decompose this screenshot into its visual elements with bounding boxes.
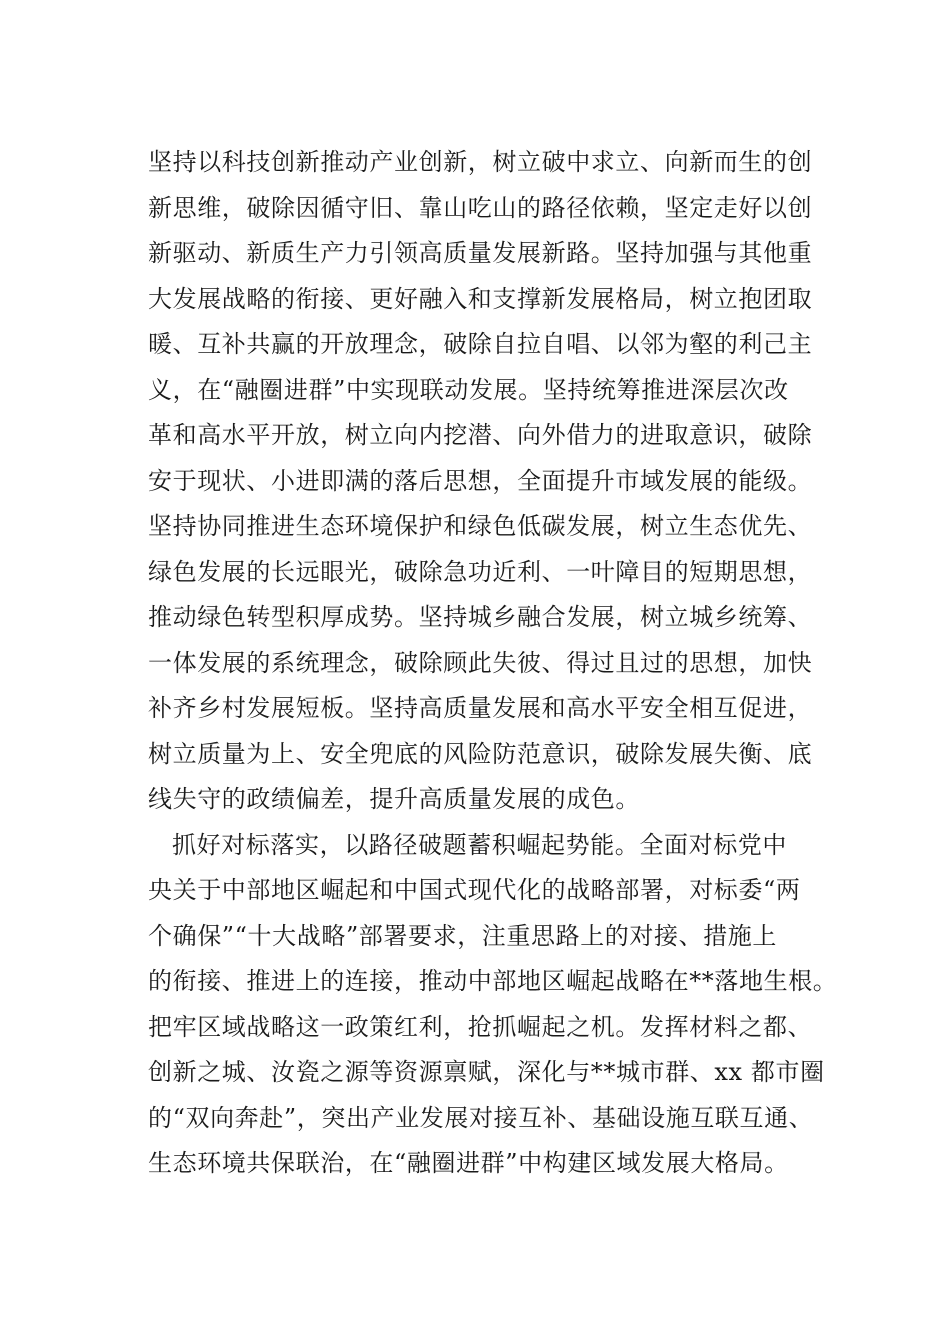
text-line: 个确保”“十大战略”部署要求，注重思路上的对接、措施上: [148, 921, 778, 950]
text-line: 革和高水平开放，树立向内挖潜、向外借力的进取意识，破除: [148, 421, 813, 449]
text-line: 推动绿色转型积厚成势。坚持城乡融合发展，树立城乡统筹、: [148, 603, 813, 631]
paragraph-first-line: 抓好对标落实，以路径破题蓄积崛起势能。全面对标党中: [172, 830, 787, 859]
text-line: 生态环境共保联治，在“融圈进群”中构建区域发展大格局。: [148, 1149, 789, 1177]
text-line: 树立质量为上、安全兜底的风险防范意识，破除发展失衡、底: [148, 739, 813, 768]
text-line: 把牢区域战略这一政策红利，抢抓崛起之机。发挥材料之都、: [148, 1012, 813, 1041]
text-line: 义，在“融圈进群”中实现联动发展。坚持统筹推进深层次改: [148, 375, 789, 404]
body-text: [148, 140, 838, 1187]
text-line: 安于现状、小进即满的落后思想，全面提升市域发展的能级。: [148, 466, 813, 495]
text-line: 线失守的政绩偏差，提升高质量发展的成色。: [148, 785, 640, 813]
text-line: 央关于中部地区崛起和中国式现代化的战略部署，对标委“两: [148, 876, 801, 904]
text-line: 的衔接、推进上的连接，推动中部地区崛起战略在**落地生根。: [148, 967, 838, 995]
text-line: 大发展战略的衔接、更好融入和支撑新发展格局，树立抱团取: [148, 284, 813, 313]
text-line: 创新之城、汝瓷之源等资源禀赋，深化与**城市群、xx 都市圈: [148, 1058, 825, 1086]
text-line: 新思维，破除因循守旧、靠山吃山的路径依赖，坚定走好以创: [148, 193, 813, 222]
text-line: 补齐乡村发展短板。坚持高质量发展和高水平安全相互促进，: [148, 694, 813, 722]
text-line: 坚持协同推进生态环境保护和绿色低碳发展，树立生态优先、: [148, 512, 813, 540]
text-line: 一体发展的系统理念，破除顾此失彼、得过且过的思想，加快: [148, 648, 813, 677]
text-line: 暖、互补共赢的开放理念，破除自拉自唱、以邻为壑的利己主: [148, 330, 813, 358]
text-line: 坚持以科技创新推动产业创新，树立破中求立、向新而生的创: [148, 148, 813, 176]
text-line: 新驱动、新质生产力引领高质量发展新路。坚持加强与其他重: [148, 239, 813, 267]
text-line: 绿色发展的长远眼光，破除急功近利、一叶障目的短期思想，: [148, 557, 813, 586]
text-line: 的“双向奔赴”，突出产业发展对接互补、基础设施互联互通、: [148, 1103, 814, 1132]
